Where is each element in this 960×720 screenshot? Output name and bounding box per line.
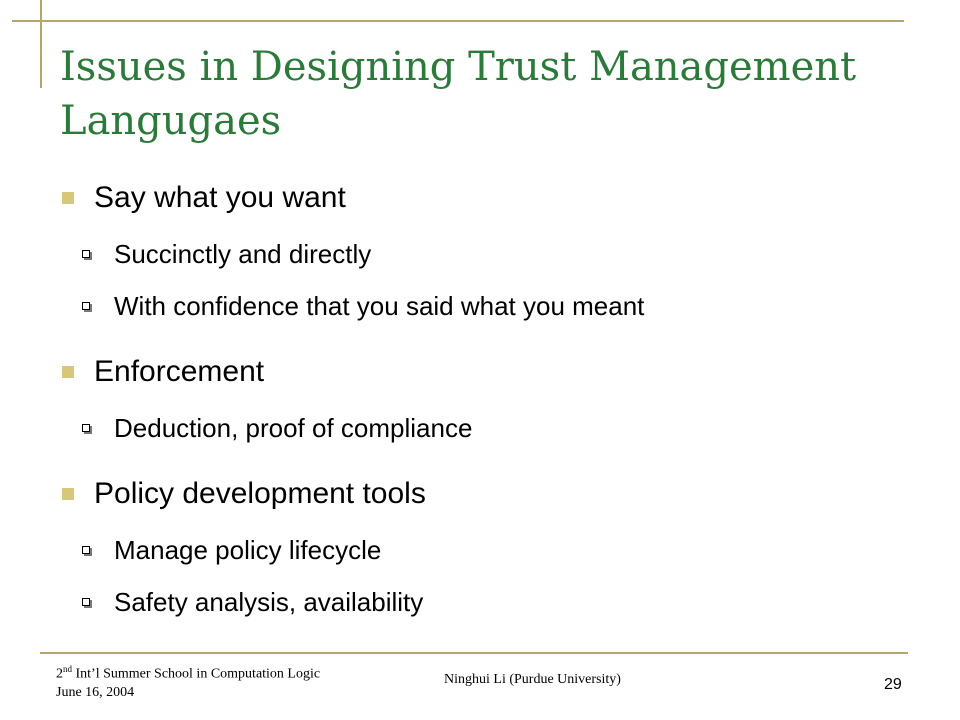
bullet-text: Say what you want bbox=[94, 181, 346, 214]
square-bullet-icon bbox=[62, 192, 74, 204]
footer-event-name: Int’l Summer School in Computation Logic bbox=[72, 666, 321, 682]
bullet-item bbox=[60, 172, 920, 224]
sub-bullet-item bbox=[60, 280, 920, 332]
sub-bullet-item bbox=[60, 402, 920, 454]
hollow-square-bullet-icon bbox=[82, 302, 90, 310]
bullet-list bbox=[60, 172, 920, 628]
hollow-square-bullet-icon bbox=[82, 546, 90, 554]
bullet-text: Enforcement bbox=[94, 355, 265, 388]
bullet-text: Policy development tools bbox=[94, 477, 426, 510]
sub-bullet-text: Safety analysis, availability bbox=[114, 587, 424, 617]
hollow-square-bullet-icon bbox=[82, 424, 90, 432]
footer-event-line bbox=[56, 660, 320, 684]
footer-event-info bbox=[56, 660, 320, 702]
sub-bullet-text: Deduction, proof of compliance bbox=[114, 413, 473, 443]
frame-line-bottom bbox=[40, 652, 908, 654]
square-bullet-icon bbox=[62, 366, 74, 378]
sub-bullet-item bbox=[60, 576, 920, 628]
hollow-square-bullet-icon bbox=[82, 598, 90, 606]
frame-line-top bbox=[12, 20, 904, 22]
square-bullet-icon bbox=[62, 488, 74, 500]
sub-bullet-text: Manage policy lifecycle bbox=[114, 535, 382, 565]
slide-title: Issues in Designing Trust Management Langugaes bbox=[60, 44, 857, 144]
bullet-item bbox=[60, 468, 920, 520]
bullet-item bbox=[60, 346, 920, 398]
footer-ordinal-suffix: nd bbox=[63, 664, 72, 674]
sub-bullet-text: Succinctly and directly bbox=[114, 239, 372, 269]
page-number: 29 bbox=[884, 676, 902, 693]
sub-bullet-item bbox=[60, 228, 920, 280]
sub-bullet-item bbox=[60, 524, 920, 576]
sub-bullet-text: With confidence that you said what you meant bbox=[114, 291, 645, 321]
footer-date: June 16, 2004 bbox=[56, 684, 135, 700]
hollow-square-bullet-icon bbox=[82, 250, 90, 258]
frame-line-left bbox=[40, 0, 42, 88]
footer-author: Ninghui Li (Purdue University) bbox=[444, 672, 621, 687]
footer-ordinal: 2 bbox=[56, 666, 63, 682]
